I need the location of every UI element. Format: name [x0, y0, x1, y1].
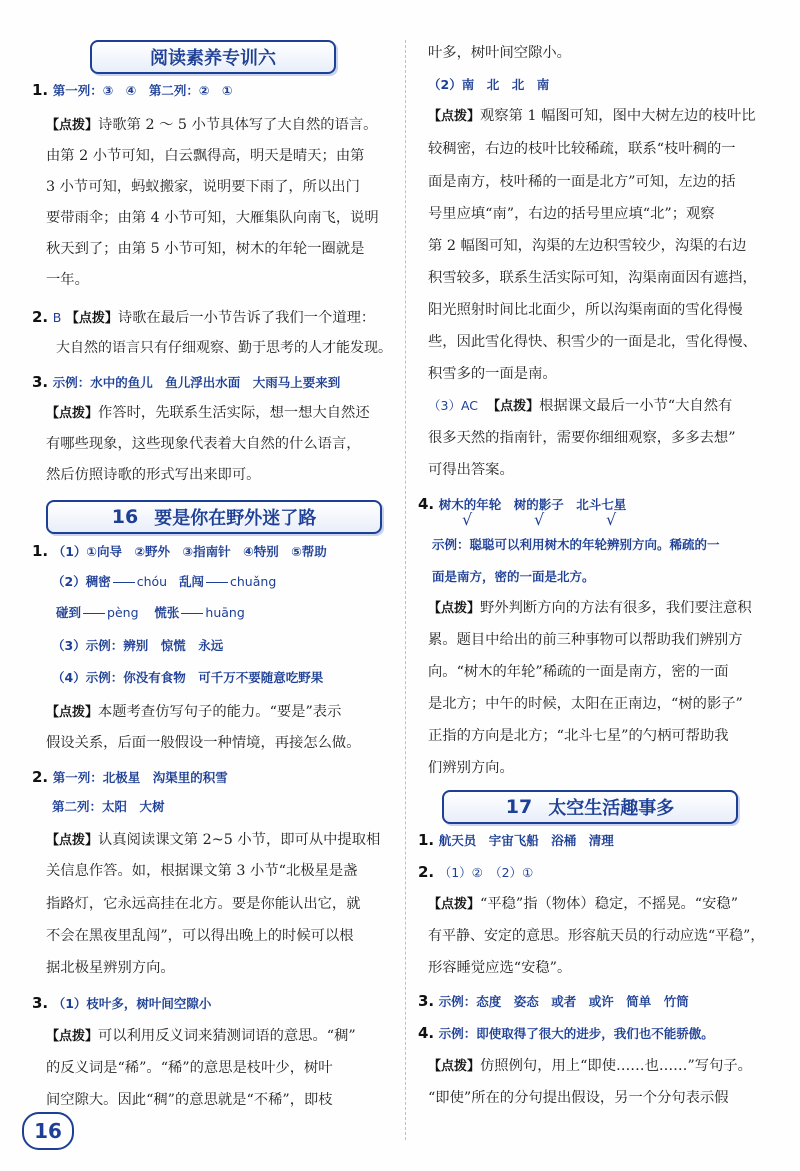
hint-text: 仿照例句，用上“即使……也……”写句子。 [480, 1058, 752, 1074]
word: 乱闯 [179, 574, 205, 589]
dash [83, 613, 105, 614]
answer-text: （3）示例：辨别 惊慌 永远 [52, 638, 224, 653]
answer-text: 示例：水中的鱼儿 鱼儿浮出水面 大雨马上要来到 [52, 375, 341, 390]
hint-label: 【点拨】 [428, 109, 481, 124]
pinyin: huāng [205, 605, 245, 620]
hint-text: “平稳”指（物体）稳定，不摇晃。“安稳” [480, 896, 738, 912]
word: （2）稠密 [52, 574, 111, 589]
page-number: 16 [22, 1112, 74, 1150]
answer-text: 示例：态度 姿态 或者 或许 简单 竹筒 [438, 994, 689, 1009]
answer-text: （1）枝叶多，树叶间空隙小 [52, 996, 212, 1011]
text-line: 号里应填“南”，右边的括号里应填“北”；观察 [428, 206, 715, 222]
answer-text: 第一列：③ ④ 第二列：② ① [52, 83, 233, 98]
lesson-number: 16 [111, 506, 139, 528]
answer-line [432, 567, 595, 587]
text-line: 然后仿照诗歌的形式写出来即可。 [46, 467, 261, 483]
hint-line [46, 830, 380, 851]
answer-line [432, 535, 720, 555]
text-line: 秋天到了；由第 5 小节可知，树木的年轮一圈就是 [46, 241, 365, 257]
hint-label: 【点拨】 [428, 601, 481, 616]
hint-label: 【点拨】 [46, 705, 99, 720]
hint-text: 观察第 1 幅图可知，图中大树左边的枝叶比 [480, 108, 756, 124]
text-line: 要带雨伞；由第 4 小节可知，大雁集队向南飞，说明 [46, 210, 379, 226]
text-line: 由第 2 小节可知，白云飘得高，明天是晴天；由第 [46, 148, 365, 164]
question-number: 1. [32, 81, 49, 99]
answer-line [52, 636, 223, 656]
answer-line [32, 307, 375, 329]
question-number: 3. [418, 992, 435, 1010]
hint-text: 本题考查仿写句子的能力。“要是”表示 [98, 704, 342, 720]
hint-label: 【点拨】 [46, 1029, 99, 1044]
pinyin-line [56, 603, 245, 623]
text-line: 积雪多的一面是南。 [428, 366, 557, 382]
text-line: 的反义词是“稀”。“稀”的意思是枝叶少，树叶 [46, 1060, 333, 1076]
word: 碰到 [56, 605, 82, 620]
answer-text: 面是南方，密的一面是北方。 [432, 569, 595, 584]
text-line: 关信息作答。如，根据课文第 3 小节“北极星是盏 [46, 863, 358, 879]
text-line: 阳光照射时间比北面少，所以沟渠南面的雪化得慢 [428, 302, 743, 318]
check-mark-icon: √ [606, 510, 617, 529]
hint-text: 野外判断方向的方法有很多，我们要注意积 [480, 600, 752, 616]
text-line: 一年。 [46, 272, 89, 288]
hint-label: 【点拨】 [428, 897, 481, 912]
hint-line [46, 702, 341, 723]
answer-text: 树木的年轮 树的影子 北斗七星 [438, 497, 627, 512]
hint-label: 【点拨】 [46, 118, 99, 133]
answer-line [428, 75, 549, 95]
answer-text: 示例：即使取得了很大的进步，我们也不能骄傲。 [438, 1026, 714, 1041]
answer-line [428, 396, 732, 417]
column-divider [405, 40, 406, 1140]
question-number: 1. [32, 542, 49, 560]
dash [113, 582, 135, 583]
text-line: 有平静、安定的意思。形容航天员的行动应选“平稳”， [428, 928, 765, 944]
answer-line [418, 494, 626, 515]
section-title-lesson-16 [46, 500, 382, 534]
dash [206, 582, 228, 583]
text-line: 些，因此雪化得快、积雪少的一面是北，雪化得慢、 [428, 334, 757, 350]
pinyin: chóu [136, 574, 168, 589]
check-mark-icon: √ [534, 510, 545, 529]
answer-line [52, 668, 323, 688]
question-number: 2. [32, 768, 49, 786]
answer-text: 示例：聪聪可以利用树木的年轮辨别方向。稀疏的一 [432, 537, 720, 552]
hint-line [428, 106, 756, 127]
hint-label: 【点拨】 [487, 399, 540, 414]
text-line: 很多天然的指南针，需要你细细观察，多多去想” [428, 430, 736, 446]
text-line: “即使”所在的分句提出假设，另一个分句表示假 [428, 1090, 729, 1106]
text-line: 形容睡觉应选“安稳”。 [428, 960, 572, 976]
dash [181, 613, 203, 614]
text-line: 是北方；中午的时候，太阳在正南边，“树的影子” [428, 696, 743, 712]
hint-line [428, 1056, 752, 1077]
hint-text: 认真阅读课文第 2~5 小节，即可从中提取相 [98, 832, 381, 848]
lesson-title: 太空生活趣事多 [548, 798, 675, 819]
text-line: 可得出答案。 [428, 462, 514, 478]
answer-text: （4）示例：你没有食物 可千万不要随意吃野果 [52, 670, 324, 685]
question-number: 3. [32, 373, 49, 391]
text-line: 3 小节可知，蚂蚁搬家，说明要下雨了，所以出门 [46, 179, 360, 195]
text-line: 累。题目中给出的前三种事物可以帮助我们辨别方 [428, 632, 743, 648]
answer-text: 航天员 宇宙飞船 浴桶 清理 [438, 833, 614, 848]
text-line: 叶多，树叶间空隙小。 [428, 45, 571, 61]
hint-text: 诗歌第 2 ～ 5 小节具体写了大自然的语言。 [98, 117, 378, 133]
hint-text: 诗歌在最后一小节告诉了我们一个道理： [117, 310, 376, 326]
answer-line [418, 830, 614, 851]
text-line: 向。“树木的年轮”稀疏的一面是南方，密的一面 [428, 664, 729, 680]
hint-line [46, 115, 377, 136]
pinyin: chuǎng [230, 574, 277, 589]
pinyin: pèng [107, 605, 139, 620]
section-title-reading-training-six [90, 40, 336, 74]
answer-text: 第二列：太阳 大树 [52, 799, 165, 814]
section-title-text: 阅读素养专训六 [150, 48, 276, 69]
answer-line [418, 991, 689, 1012]
hint-text: 作答时，先联系生活实际，想一想大自然还 [98, 405, 370, 421]
answer-line [32, 767, 228, 788]
answer-text: 第一列：北极星 沟渠里的积雪 [52, 770, 228, 785]
answer-text: （3）AC [428, 398, 479, 413]
answer-text: B [52, 310, 62, 325]
text-line: 指路灯，它永远高挂在北方。要是你能认出它，就 [46, 896, 361, 912]
text-line: 面是南方，枝叶稀的一面是北方”可知，左边的括 [428, 174, 736, 190]
hint-text: 根据课文最后一小节“大自然有 [539, 398, 733, 414]
hint-line [428, 894, 738, 915]
text-line: 假设关系，后面一般假设一种情境，再接怎么做。 [46, 735, 361, 751]
answer-line [32, 541, 327, 562]
text-line: 有哪些现象，这些现象代表着大自然的什么语言， [46, 436, 361, 452]
hint-label: 【点拨】 [65, 311, 118, 326]
section-title-lesson-17 [442, 790, 738, 824]
question-number: 2. [418, 863, 435, 881]
hint-line [46, 403, 370, 424]
answer-line [32, 993, 211, 1014]
text-line: 们辨别方向。 [428, 760, 514, 776]
answer-line [52, 797, 165, 817]
question-number: 3. [32, 994, 49, 1012]
text-line: 较稠密，右边的枝叶比较稀疏，联系“枝叶稠的一 [428, 141, 736, 157]
hint-line [428, 598, 752, 619]
hint-line [46, 1026, 356, 1047]
check-mark-icon: √ [462, 510, 473, 529]
answer-line [32, 372, 340, 393]
answer-text: （2）南 北 北 南 [428, 77, 550, 92]
pinyin-line [52, 572, 276, 592]
answer-line [418, 862, 533, 883]
question-number: 2. [32, 308, 49, 326]
answer-text: （1）①向导 ②野外 ③指南针 ④特别 ⑤帮助 [52, 544, 327, 559]
lesson-number: 17 [505, 796, 533, 818]
text-line: 大自然的语言只有仔细观察、勤于思考的人才能发现。 [56, 340, 392, 356]
hint-label: 【点拨】 [46, 406, 99, 421]
hint-label: 【点拨】 [428, 1059, 481, 1074]
word: 慌张 [154, 605, 180, 620]
text-line: 间空隙大。因此“稠”的意思就是“不稀”，即枝 [46, 1092, 333, 1108]
text-line: 正指的方向是北方；“北斗七星”的勺柄可帮助我 [428, 728, 729, 744]
question-number: 1. [418, 831, 435, 849]
text-line: 积雪较多，联系生活实际可知，沟渠南面因有遮挡， [428, 270, 757, 286]
text-line: 不会在黑夜里乱闯”，可以得出晚上的时候可以根 [46, 928, 354, 944]
hint-text: 可以利用反义词来猜测词语的意思。“稠” [98, 1028, 356, 1044]
answer-text: （1）② （2）① [438, 865, 534, 880]
question-number: 4. [418, 1024, 435, 1042]
answer-line [418, 1023, 714, 1044]
text-line: 据北极星辨别方向。 [46, 960, 175, 976]
hint-label: 【点拨】 [46, 833, 99, 848]
question-number: 4. [418, 495, 435, 513]
text-line: 第 2 幅图可知，沟渠的左边积雪较少，沟渠的右边 [428, 238, 747, 254]
answer-line [32, 80, 233, 101]
lesson-title: 要是你在野外迷了路 [154, 508, 317, 529]
